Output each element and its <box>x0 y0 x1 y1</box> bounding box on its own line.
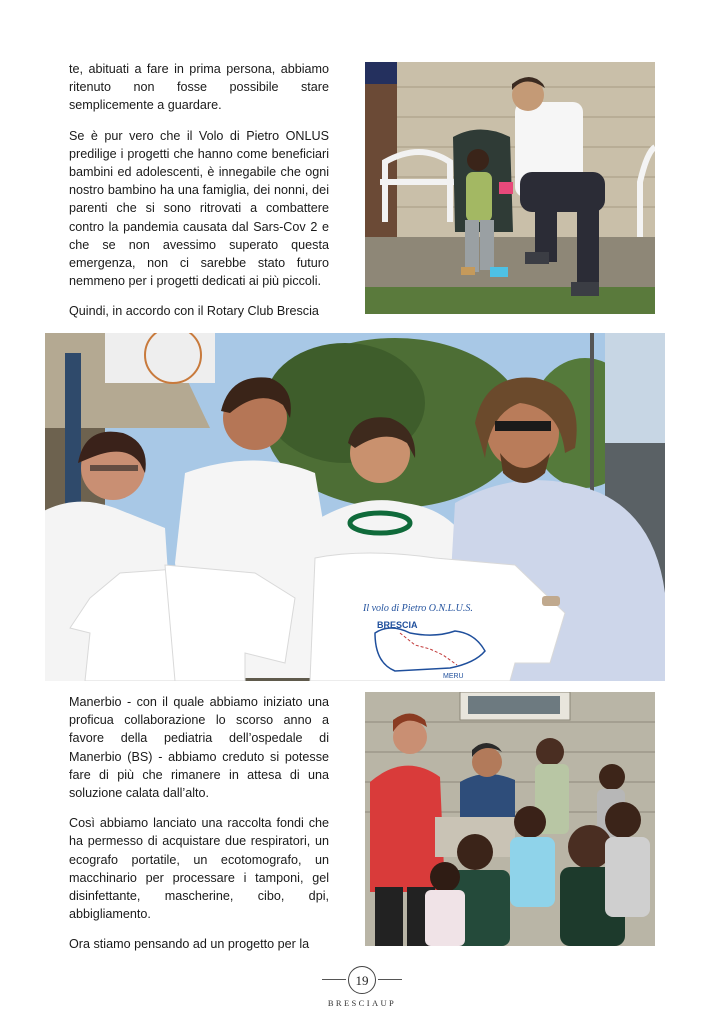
shirt-text-line3: MERU <box>443 673 464 680</box>
photo-group-with-shirts <box>45 333 665 681</box>
paragraph: Manerbio - con il quale abbiamo iniziato una proficua collaborazione lo scorso anno a favore della pediatria dell’ospedale di Manerbio (BS) - abbiamo creduto si potesse fare di più che rimanere in attesa di una soluzione calata dall’alto. <box>69 695 329 801</box>
footer-divider <box>322 979 346 980</box>
paragraph: te, abituati a fare in prima persona, abbiamo ritenuto non fosse possibile stare semplicemente a guardare. <box>69 62 329 113</box>
article-text-top <box>69 60 329 333</box>
page-number: 19 <box>348 966 376 994</box>
photo-children-with-volunteers <box>365 692 655 946</box>
shirt-text-line1: Il volo di Pietro O.N.L.U.S. <box>363 603 473 614</box>
paragraph: Così abbiamo lanciato una raccolta fondi che ha permesso di acquistare due respiratori, un ecografo portatile, un ecotomografo, un macchinario per processare i tamponi, gel disinfettante, mascherine, cibo, dpi, abbigliamento. <box>69 816 329 922</box>
magazine-brand: BRESCIAUP <box>327 998 397 1008</box>
paragraph: Quindi, in accordo con il Rotary Club Brescia <box>69 304 319 319</box>
photo-man-with-child <box>365 62 655 314</box>
paragraph: Se è pur vero che il Volo di Pietro ONLUS predilige i progetti che hanno come beneficiari bambini ed adolescenti, è innegabile che ogni nostro bambino ha una famiglia, dei nonni, dei parenti che si sono ritrovati a combattere contro la pandemia causata dal Sars-Cov 2 e che se non avessimo superato questa emergenza, non ci sarebbe stato futuro nemmeno per i progetti dedicati ai più piccoli. <box>69 128 329 289</box>
paragraph: Ora stiamo pensando ad un progetto per la <box>69 937 310 952</box>
article-text-bottom <box>69 693 329 966</box>
footer-divider <box>378 979 402 980</box>
shirt-text-line2: BRESCIA <box>377 620 418 630</box>
page-footer <box>0 962 724 1012</box>
